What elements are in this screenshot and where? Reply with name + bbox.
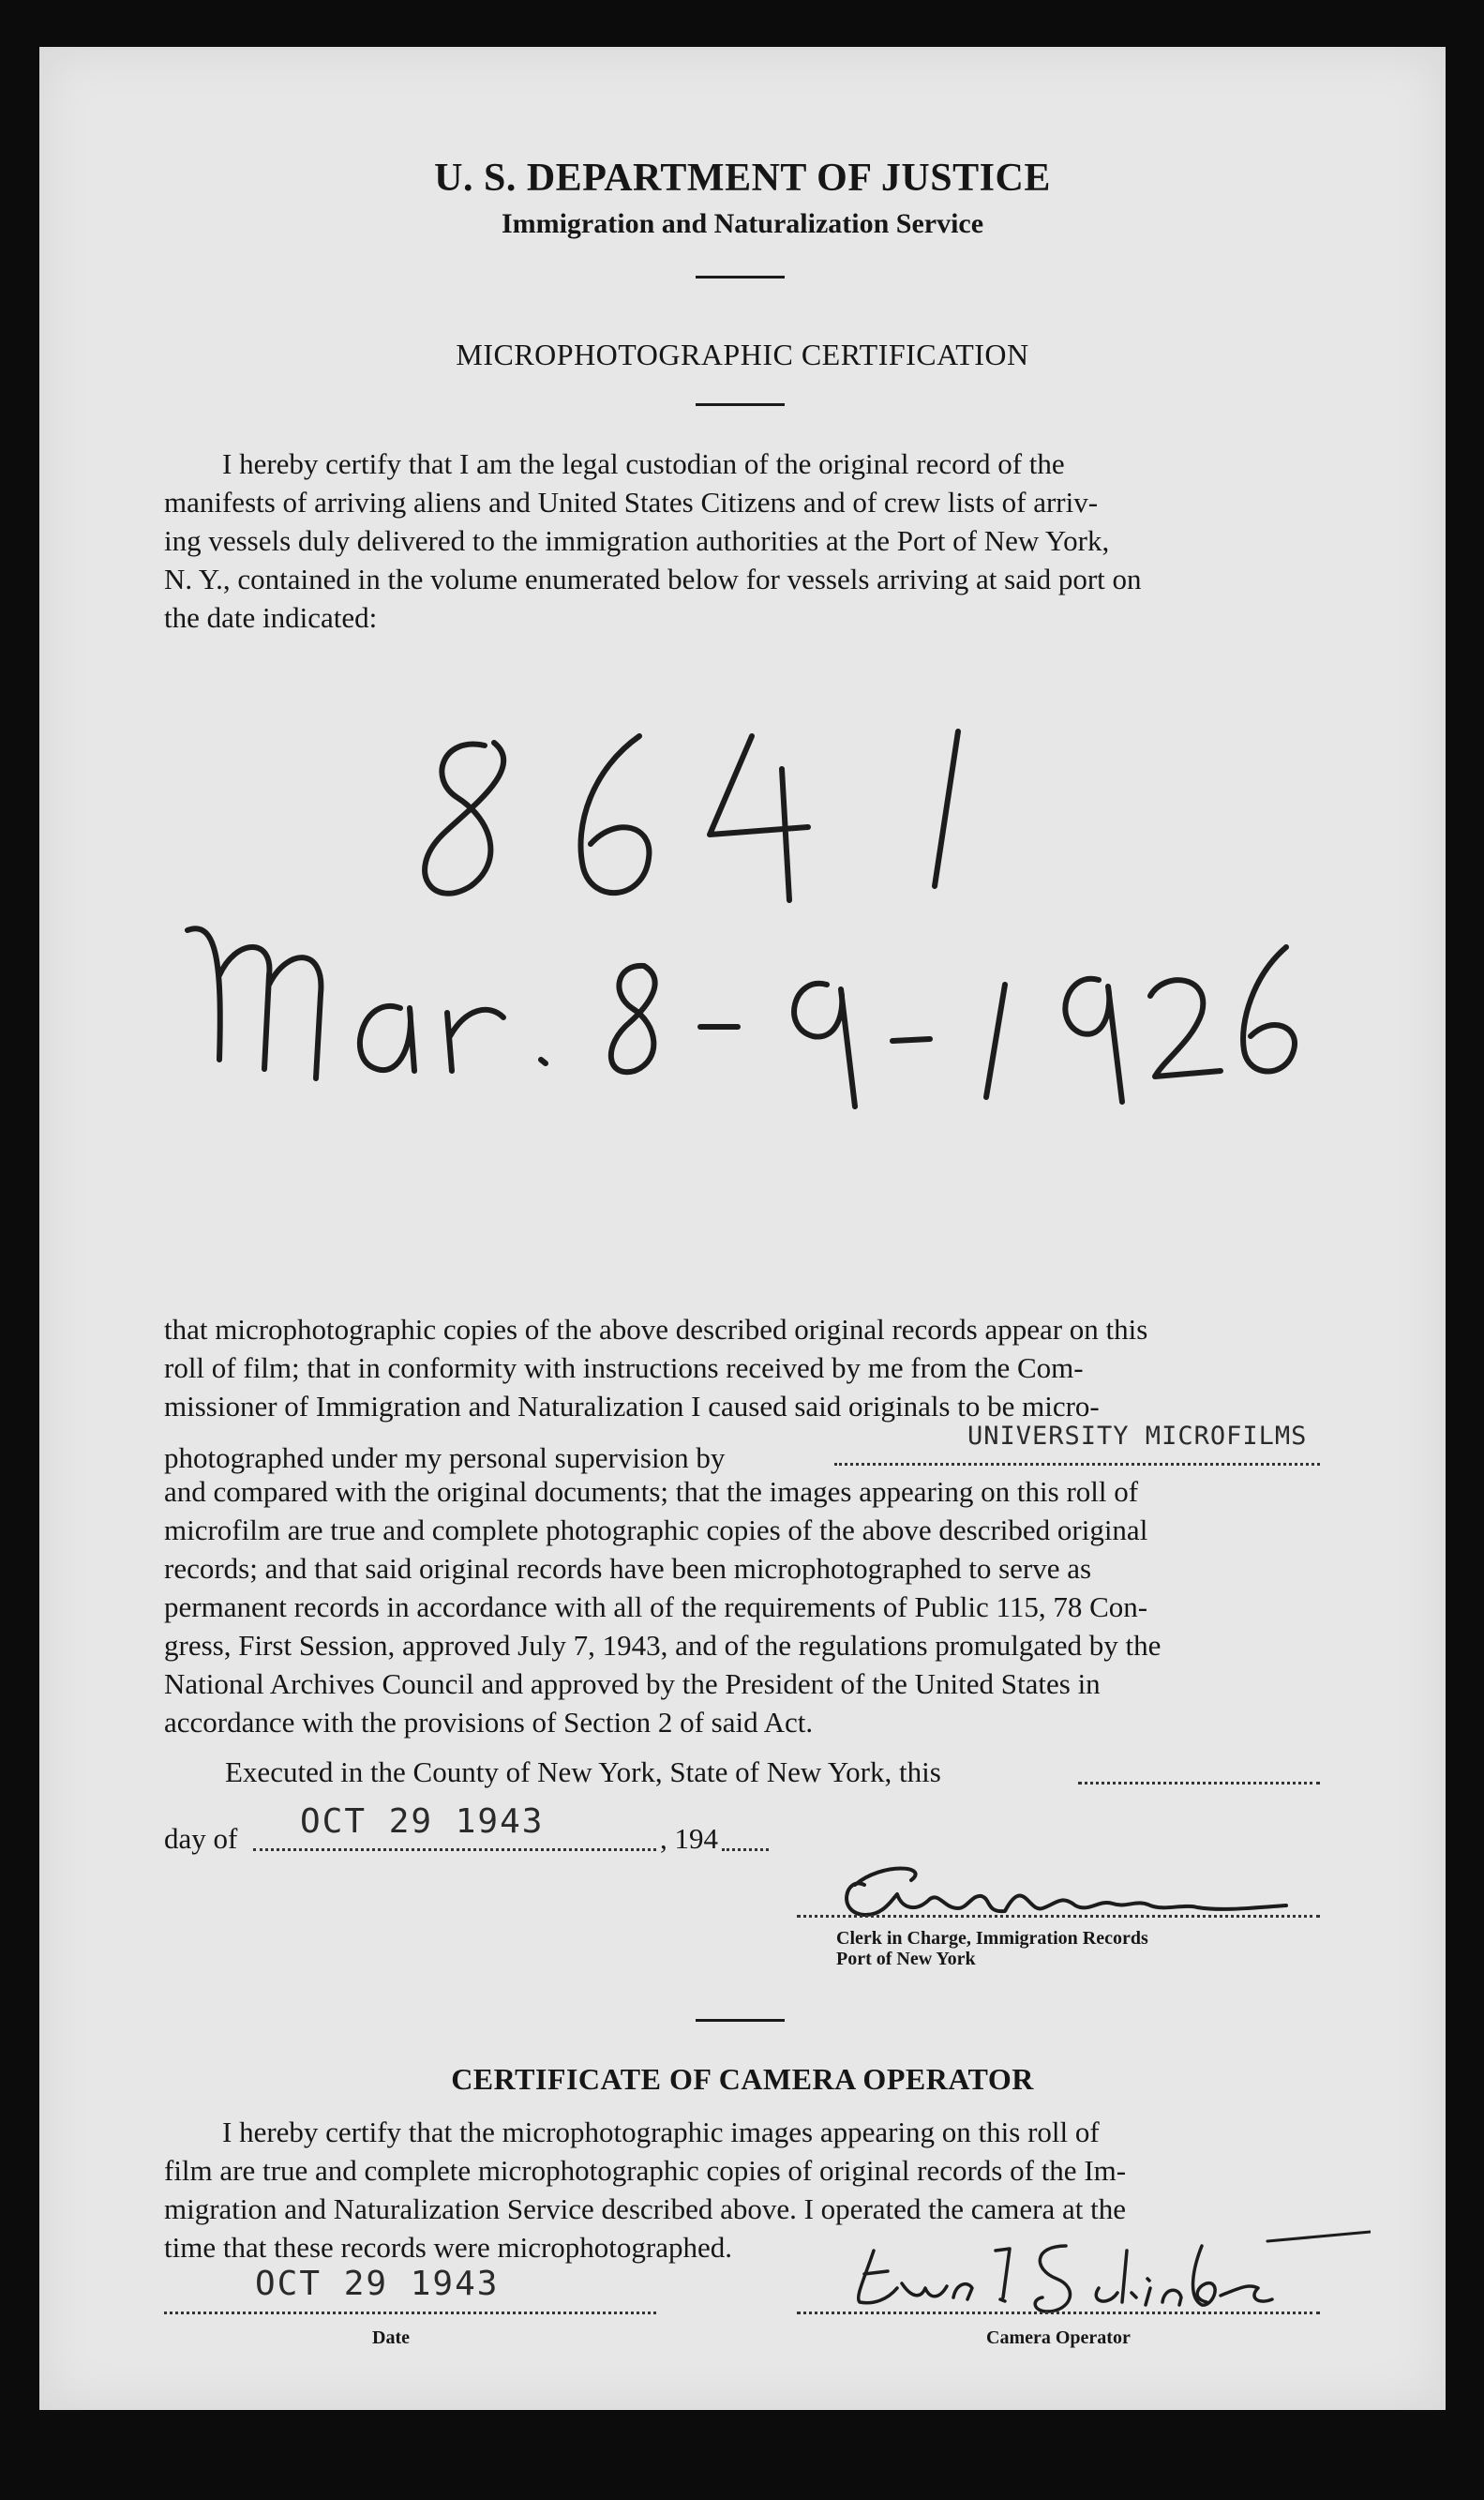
body-paragraph-bottom bbox=[164, 1472, 1320, 1741]
executed-text: Executed in the County of New York, State of New York, this bbox=[225, 1755, 941, 1788]
camera-date-stamp: OCT 29 1943 bbox=[255, 2265, 500, 2303]
paragraph-line: records; and that said original records have been microphotographed to serve as bbox=[164, 1552, 1092, 1585]
executed-day-line bbox=[1078, 1782, 1320, 1785]
paragraph-line: gress, First Session, approved July 7, 1943, and of the regulations promulgated by the bbox=[164, 1629, 1162, 1662]
divider-rule bbox=[696, 2019, 785, 2022]
paragraph-line: manifests of arriving aliens and United States Citizens and of crew lists of arriv- bbox=[164, 486, 1099, 519]
paragraph-line: permanent records in accordance with all of the requirements of Public 115, 78 Con- bbox=[164, 1590, 1148, 1623]
body-paragraph-top bbox=[164, 1310, 1320, 1425]
photographed-by-line bbox=[834, 1463, 1320, 1466]
clerk-port: Port of New York bbox=[836, 1949, 976, 1969]
paragraph-line: I hereby certify that the microphotographic images appearing on this roll of bbox=[222, 2116, 1100, 2148]
paragraph-line: the date indicated: bbox=[164, 601, 378, 634]
camera-date-line bbox=[164, 2312, 656, 2314]
paragraph-line: I hereby certify that I am the legal custodian of the original record of the bbox=[222, 447, 1065, 480]
year-line bbox=[722, 1848, 769, 1851]
camera-date-label: Date bbox=[372, 2327, 410, 2348]
handwritten-volume-and-date bbox=[133, 666, 1352, 1135]
clerk-title: Clerk in Charge, Immigration Records bbox=[836, 1928, 1148, 1949]
paragraph-line: migration and Naturalization Service described above. I operated the camera at the bbox=[164, 2192, 1126, 2225]
certification-heading: MICROPHOTOGRAPHIC CERTIFICATION bbox=[456, 338, 1029, 371]
day-of-label: day of bbox=[164, 1822, 238, 1855]
paragraph-line: ing vessels duly delivered to the immigration authorities at the Port of New York, bbox=[164, 524, 1110, 557]
clerk-signature-line bbox=[797, 1915, 1320, 1918]
day-of-line bbox=[253, 1848, 656, 1851]
day-of-date-stamp: OCT 29 1943 bbox=[300, 1802, 545, 1841]
camera-operator-label: Camera Operator bbox=[986, 2327, 1131, 2348]
paragraph-line: that microphotographic copies of the above described original records appear on this bbox=[164, 1313, 1148, 1346]
paragraph-line: microfilm are true and complete photographic copies of the above described original bbox=[164, 1514, 1148, 1546]
handwritten-volume-number bbox=[425, 731, 958, 900]
handwritten-date bbox=[187, 928, 1295, 1107]
clerk-signature bbox=[827, 1857, 1333, 1932]
camera-operator-signature bbox=[808, 2194, 1371, 2344]
department-title: U. S. DEPARTMENT OF JUSTICE bbox=[434, 157, 1051, 200]
year-label: , 194 bbox=[660, 1822, 718, 1855]
camera-operator-heading: CERTIFICATE OF CAMERA OPERATOR bbox=[451, 2062, 1034, 2096]
paragraph-line: time that these records were microphotographed. bbox=[164, 2231, 732, 2264]
divider-rule bbox=[696, 403, 785, 406]
camera-operator-line bbox=[797, 2312, 1320, 2314]
paragraph-line: roll of film; that in conformity with instructions received by me from the Com- bbox=[164, 1351, 1084, 1384]
paragraph-line: film are true and complete microphotographic copies of original records of the Im- bbox=[164, 2154, 1127, 2187]
paragraph-line: missioner of Immigration and Naturalization I caused said originals to be micro- bbox=[164, 1390, 1100, 1423]
paragraph-line: National Archives Council and approved by the President of the United States in bbox=[164, 1667, 1101, 1700]
document-page bbox=[39, 47, 1446, 2410]
paragraph-line: N. Y., contained in the volume enumerated below for vessels arriving at said port on bbox=[164, 563, 1142, 595]
divider-rule bbox=[696, 276, 785, 279]
photographed-by-stamp: UNIVERSITY MICROFILMS bbox=[967, 1422, 1308, 1451]
photographed-by-label: photographed under my personal supervision by bbox=[164, 1441, 726, 1474]
service-subtitle: Immigration and Naturalization Service bbox=[501, 208, 984, 239]
intro-paragraph bbox=[164, 444, 1320, 637]
paragraph-line: and compared with the original documents; that the images appearing on this roll of bbox=[164, 1475, 1139, 1508]
paragraph-line: accordance with the provisions of Section 2 of said Act. bbox=[164, 1706, 814, 1739]
